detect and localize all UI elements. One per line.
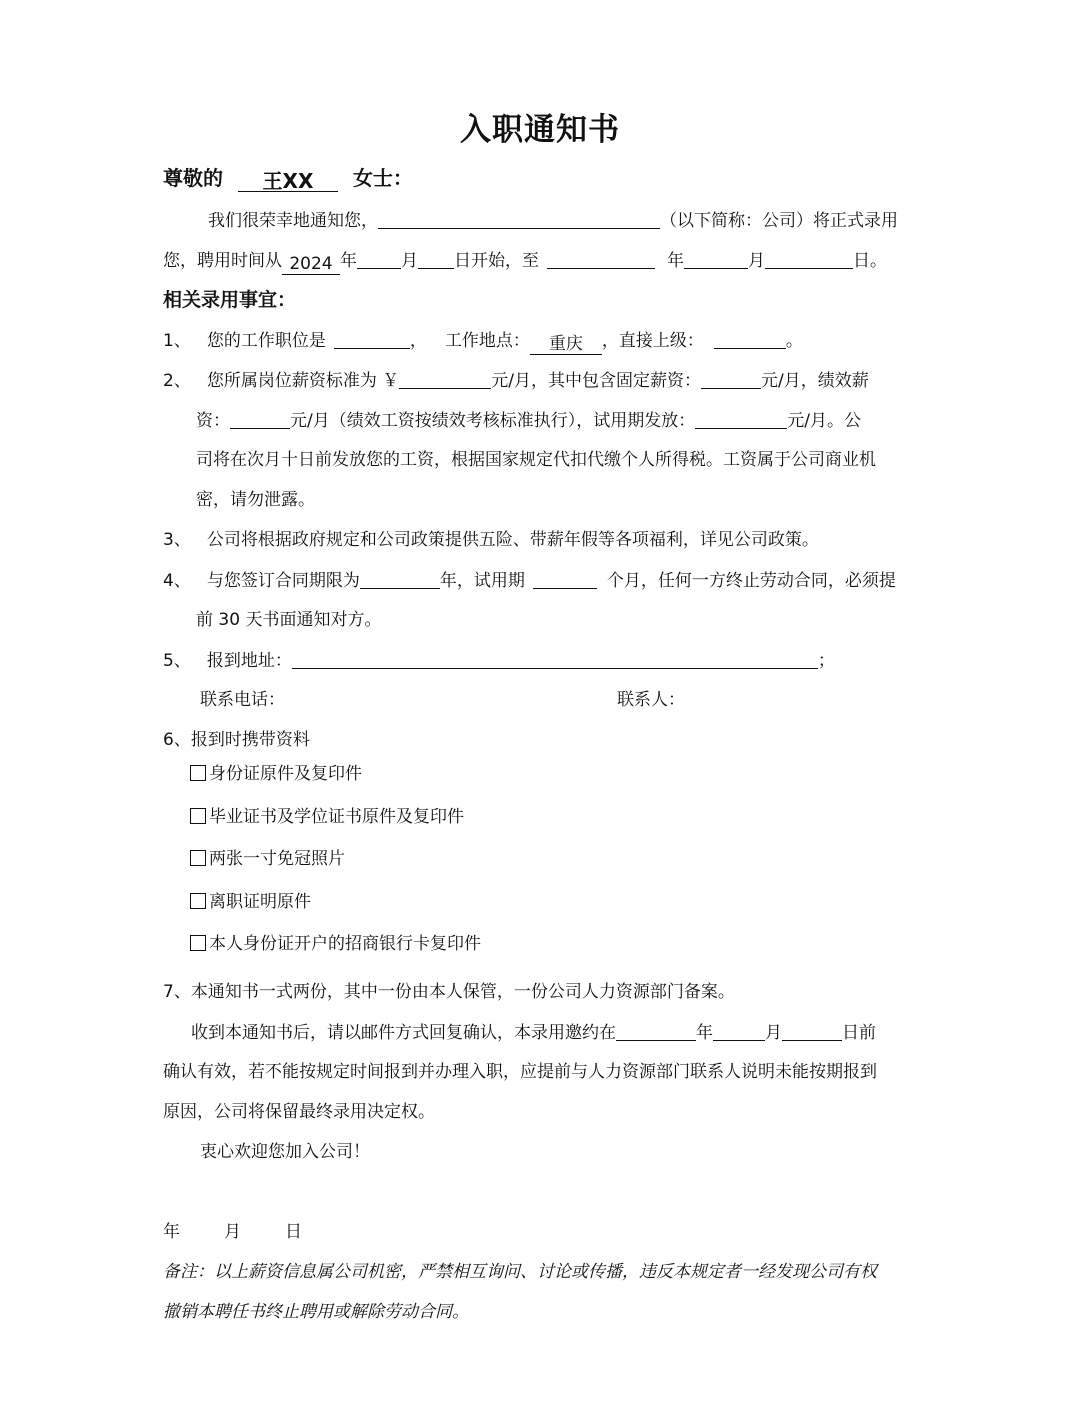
location-label: 工作地点： bbox=[444, 331, 530, 351]
address-blank bbox=[292, 648, 818, 669]
checklist-item[interactable] bbox=[190, 932, 481, 956]
intro-text-2: （以下简称：公司）将正式录用 bbox=[660, 211, 898, 231]
work-location-value: 重庆 bbox=[530, 334, 602, 355]
confirm-month-blank bbox=[713, 1020, 765, 1041]
item-4-line-2: 前 30 天书面通知对方。 bbox=[196, 610, 382, 630]
item-7: 7、本通知书一式两份，其中一份由本人保管，一份公司人力资源部门备案。 bbox=[163, 982, 735, 1002]
intro-text: 我们很荣幸地通知您， bbox=[208, 211, 378, 231]
end-year-blank bbox=[547, 248, 655, 269]
comma: ， bbox=[409, 331, 427, 351]
intro-line-2 bbox=[163, 248, 887, 275]
contact-person-label: 联系人： bbox=[617, 690, 685, 710]
section-heading: 相关录用事宜： bbox=[163, 289, 297, 311]
day-start-label: 日开始，至 bbox=[454, 251, 539, 271]
checklist-item[interactable] bbox=[190, 890, 311, 914]
salary-blank bbox=[399, 368, 491, 389]
year-label: 年 bbox=[696, 1023, 713, 1043]
address-label: 报到地址： bbox=[206, 651, 292, 671]
probation-period-label: 年，试用期 bbox=[439, 571, 525, 591]
semicolon: ； bbox=[817, 651, 835, 671]
end-month-blank bbox=[684, 248, 748, 269]
year-label: 年 bbox=[340, 251, 357, 271]
item-4-line-1 bbox=[163, 568, 896, 593]
item-4-number: 4、 bbox=[163, 571, 191, 591]
probation-label: 元/月（绩效工资按绩效考核标准执行），试用期发放： bbox=[290, 411, 696, 431]
performance-blank bbox=[230, 408, 290, 429]
checklist-label: 离职证明原件 bbox=[209, 892, 311, 912]
day-end-label: 日。 bbox=[853, 251, 887, 271]
probation-end: 元/月。公 bbox=[787, 411, 861, 431]
recipient-name: 王XX bbox=[238, 171, 338, 192]
confirm-line-1 bbox=[191, 1020, 876, 1045]
checkbox[interactable] bbox=[190, 893, 206, 909]
position-blank bbox=[334, 328, 410, 349]
confirm-line-2: 确认有效，若不能按规定时间报到并办理入职，应提前与人力资源部门联系人说明未能按期报到 bbox=[163, 1062, 877, 1082]
item-6-heading: 6、报到时携带资料 bbox=[163, 730, 310, 750]
confirm-line-3: 原因，公司将保留最终录用决定权。 bbox=[163, 1102, 435, 1122]
checklist-item[interactable] bbox=[190, 847, 345, 871]
checklist-item[interactable] bbox=[190, 805, 464, 829]
benefits-text: 公司将根据政府规定和公司政策提供五险、带薪年假等各项福利，详见公司政策。 bbox=[206, 530, 819, 550]
position-label: 您的工作职位是 bbox=[206, 331, 326, 351]
start-day-blank bbox=[418, 248, 454, 269]
contact-phone-label: 联系电话： bbox=[200, 690, 285, 710]
checkbox[interactable] bbox=[190, 808, 206, 824]
probation-months-blank bbox=[533, 568, 597, 589]
day-label: 日 bbox=[285, 1222, 302, 1242]
month-label: 月 bbox=[765, 1023, 782, 1043]
note-line-2: 撤销本聘任书终止聘用或解除劳动合同。 bbox=[163, 1302, 469, 1322]
note-line-1: 备注：以上薪资信息属公司机密，严禁相互询问、讨论或传播，违反本规定者一经发现公司有权 bbox=[163, 1262, 877, 1282]
item-2-line-1 bbox=[163, 368, 869, 393]
contract-term-blank bbox=[360, 568, 440, 589]
salutation bbox=[163, 166, 413, 192]
checkbox[interactable] bbox=[190, 935, 206, 951]
month-label: 月 bbox=[401, 251, 418, 271]
performance-label: 元/月，绩效薪 bbox=[760, 371, 869, 391]
company-name-blank bbox=[378, 208, 660, 229]
probation-salary-blank bbox=[695, 408, 787, 429]
item-5-address bbox=[163, 648, 835, 673]
item-2-line-2 bbox=[196, 408, 861, 433]
month-label: 月 bbox=[224, 1222, 241, 1242]
confirm-text: 收到本通知书后，请以邮件方式回复确认，本录用邀约在 bbox=[191, 1023, 616, 1043]
salutation-prefix: 尊敬的 bbox=[163, 166, 223, 190]
signature-date bbox=[163, 1220, 302, 1244]
item-3 bbox=[163, 528, 819, 552]
performance-cont: 资： bbox=[196, 411, 230, 431]
item-1-number: 1、 bbox=[163, 331, 191, 351]
intro-line-1 bbox=[208, 208, 898, 233]
month-label-2: 月 bbox=[748, 251, 765, 271]
item-5-number: 5、 bbox=[163, 651, 191, 671]
year-label: 年 bbox=[163, 1222, 180, 1242]
checklist-label: 本人身份证开户的招商银行卡复印件 bbox=[209, 934, 481, 954]
salary-label: 您所属岗位薪资标准为 ￥ bbox=[206, 371, 400, 391]
item-3-number: 3、 bbox=[163, 530, 191, 550]
contract-term-label: 与您签订合同期限为 bbox=[206, 571, 360, 591]
checkbox[interactable] bbox=[190, 850, 206, 866]
supervisor-blank bbox=[714, 328, 786, 349]
termination-text: 个月，任何一方终止劳动合同，必须提 bbox=[606, 571, 896, 591]
end-day-blank bbox=[765, 248, 853, 269]
document-title: 入职通知书 bbox=[460, 112, 620, 148]
hire-period-label: 您，聘用时间从 bbox=[163, 251, 282, 271]
fixed-salary-blank bbox=[701, 368, 761, 389]
checklist-label: 毕业证书及学位证书原件及复印件 bbox=[209, 807, 464, 827]
salutation-suffix: 女士： bbox=[352, 166, 413, 190]
item-2-number: 2、 bbox=[163, 371, 191, 391]
confirm-year-blank bbox=[616, 1020, 696, 1041]
confirm-day-blank bbox=[782, 1020, 842, 1041]
item-2-line-4: 密，请勿泄露。 bbox=[196, 490, 315, 510]
start-year-value: 2024 bbox=[282, 254, 340, 275]
item-1 bbox=[163, 328, 803, 355]
welcome-text: 衷心欢迎您加入公司！ bbox=[200, 1142, 370, 1162]
item-2-line-3: 司将在次月十日前发放您的工资，根据国家规定代扣代缴个人所得税。工资属于公司商业机 bbox=[196, 450, 876, 470]
checklist-item[interactable] bbox=[190, 762, 362, 786]
checklist-label: 身份证原件及复印件 bbox=[209, 764, 362, 784]
start-month-blank bbox=[357, 248, 401, 269]
checkbox[interactable] bbox=[190, 765, 206, 781]
day-label: 日前 bbox=[842, 1023, 876, 1043]
supervisor-label: ，直接上级： bbox=[601, 331, 704, 351]
period: 。 bbox=[785, 331, 803, 351]
year-label-2: 年 bbox=[667, 251, 684, 271]
checklist-label: 两张一寸免冠照片 bbox=[209, 849, 345, 869]
fixed-salary-label: 元/月，其中包含固定薪资： bbox=[491, 371, 701, 391]
